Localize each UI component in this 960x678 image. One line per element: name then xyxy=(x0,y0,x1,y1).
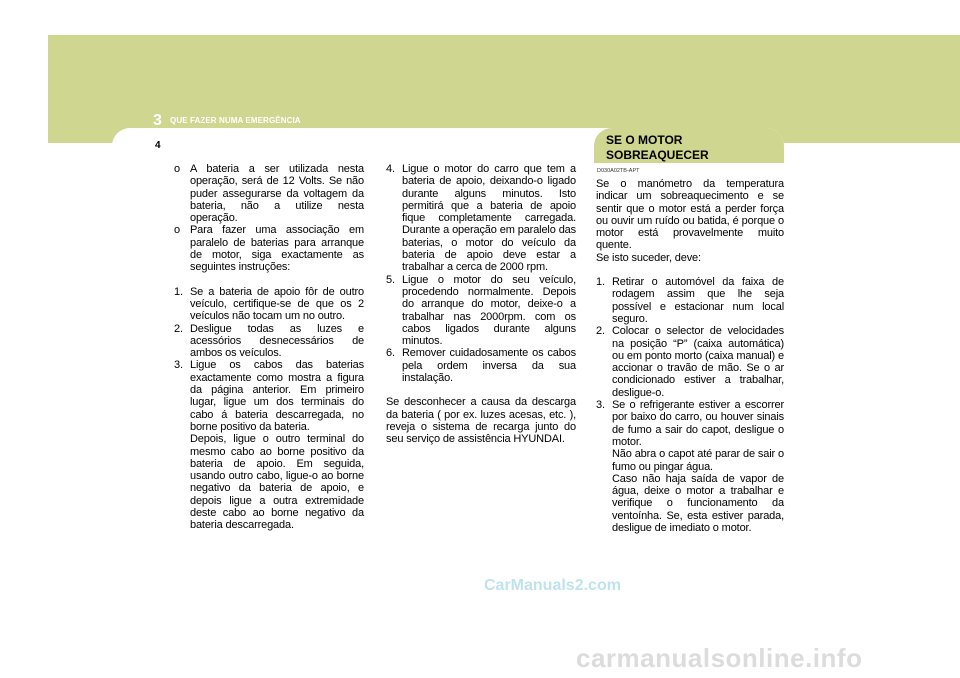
section-title xyxy=(606,133,709,163)
chapter-number: 3 xyxy=(153,112,162,129)
list-item xyxy=(386,347,576,384)
intro-paragraph-2: Se isto suceder, deve: xyxy=(596,251,701,264)
column-right xyxy=(596,178,784,534)
list-item-continuation: Não abra o capot até parar de sair o fumo ou pingar água. xyxy=(612,448,784,473)
list-item-continuation: Depois, ligue o outro terminal do mesmo cabo ao borne positivo da bateria de apoio. Em seguida, usando outro cabo, ligue-o ao borne negativo da bateria de apoio, e depois ligue a outra extremidade deste cabo ao borne negativo da bateria descarregada. xyxy=(190,433,364,532)
list-marker: 5. xyxy=(386,273,395,286)
list-marker: o xyxy=(174,224,180,237)
section-title-line: SE O MOTOR xyxy=(606,133,683,147)
list-item-text: Ligue o motor do seu veículo, procedendo normalmente. Depois do arranque do motor, deixe-o a trabalhar nas 2000rpm. com os cabos ligados durante alguns minutos. xyxy=(402,273,576,348)
list-item xyxy=(386,274,576,348)
list-item-text: Para fazer uma associação em paralelo de baterias para arranque de motor, siga exactamente as seguintes instruções: xyxy=(190,224,364,274)
list-marker: 1. xyxy=(596,276,605,289)
list-item-text: Colocar o selector de velocidades na posição “P” (caixa automática) ou em ponto morto (caixa manual) e accionar o travão de mão. Se o ar condicionado estiver a trabalhar, desligue-o. xyxy=(612,325,784,399)
watermark-text: carmanualsonline.info xyxy=(576,643,863,673)
document-code: D030A02TB-APT xyxy=(597,168,640,174)
page-number: 4 xyxy=(155,140,161,151)
list-marker: 4. xyxy=(386,163,395,175)
list-item-text: Desligue todas as luzes e acessórios desnecessários de ambos os veículos. xyxy=(190,322,364,360)
list-item-text: Ligue o motor do carro que tem a bateria de apoio, deixando-o ligado durante alguns minutos. Isto permitirá que a bateria de apoio fique completamente carregada. Durante a operação em paralelo das baterias, o motor do veículo da bateria de apoio deve estar a trabalhar a cerca de 2000 rpm. xyxy=(402,163,576,274)
list-marker: 1. xyxy=(174,285,183,298)
header-band xyxy=(48,35,960,143)
list-marker: 2. xyxy=(174,322,183,335)
section-title-line: SOBREAQUECER xyxy=(606,148,709,162)
chapter-title: QUE FAZER NUMA EMERGÊNCIA xyxy=(170,116,301,125)
list-marker: 3. xyxy=(174,359,183,372)
list-item-continuation: Caso não haja saída de vapor de água, deixe o motor a trabalhar e verifique o funcionamento da ventoínha. Se, esta estiver parada, desligue de imediato o motor. xyxy=(612,472,784,535)
list-item xyxy=(174,323,364,360)
list-item xyxy=(174,359,364,531)
list-marker: o xyxy=(174,163,180,175)
intro-paragraph: Se o manómetro da temperatura indicar um sobreaquecimento e se sentir que o motor está a perder força ou ouvir um ruído ou batida, é porque o motor está provavelmente muito quente. xyxy=(596,178,784,252)
list-item-text: A bateria a ser utilizada nesta operação, será de 12 Volts. Se não puder assegurarse da voltagem da bateria, não a utilize nesta operação. xyxy=(190,163,364,225)
list-item-text: Se a bateria de apoio fôr de outro veículo, certifique-se de que os 2 veículos não tocam um no outro. xyxy=(190,285,364,323)
list-item xyxy=(174,224,364,273)
list-item-text: Se o refrigerante estiver a escorrer por baixo do carro, ou houver sinais de fumo a sair do capot, desligue o motor. xyxy=(612,399,784,448)
list-item xyxy=(596,276,784,325)
column-left xyxy=(174,163,364,532)
list-marker: 6. xyxy=(386,347,395,360)
list-item xyxy=(174,163,364,224)
watermark-link[interactable]: CarManuals2.com xyxy=(484,577,621,594)
list-item-text: Remover cuidadosamente os cabos pela ordem inversa da sua instalação. xyxy=(402,347,576,385)
closing-paragraph: Se desconhecer a causa da descarga da bateria ( por ex. luzes acesas, etc. ), reveja o sistema de recarga junto do seu serviço de assistência HYUNDAI. xyxy=(386,396,576,446)
list-item xyxy=(596,325,784,399)
list-item-text: Retirar o automóvel da faixa de rodagem assim que lhe seja possível e estacionar num local seguro. xyxy=(612,276,784,325)
list-item xyxy=(386,163,576,274)
list-marker: 3. xyxy=(596,399,605,412)
list-item xyxy=(596,399,784,534)
list-item-text: Ligue os cabos das baterias exactamente como mostra a figura da página anterior. Em primeiro lugar, ligue um dos terminais do cabo á bateria descarregada, no borne positivo da bateria. xyxy=(190,359,364,433)
list-item xyxy=(174,286,364,323)
list-marker: 2. xyxy=(596,325,605,338)
column-middle xyxy=(386,163,576,446)
